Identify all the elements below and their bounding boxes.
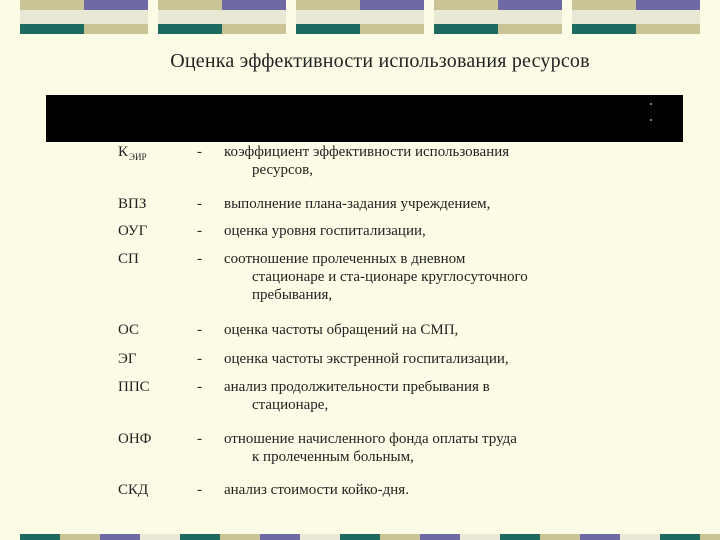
- term-text: ОУГ: [118, 223, 148, 239]
- definition-description: [224, 350, 604, 368]
- definition-term: [118, 250, 139, 268]
- band-segment: [620, 534, 660, 540]
- definition-term: [118, 222, 147, 240]
- description-line: пребывания,: [252, 287, 333, 303]
- slide-title: Оценка эффективности использования ресурсов: [170, 50, 590, 72]
- definition-term: [118, 350, 137, 368]
- band-segment: [300, 534, 340, 540]
- definition-term: [118, 430, 152, 448]
- definition-description: [224, 481, 604, 499]
- definition-dash: -: [197, 144, 202, 160]
- definition-description: [224, 321, 604, 339]
- definition-term: [118, 321, 139, 339]
- term-text: К: [118, 144, 129, 160]
- definition-term: [118, 481, 148, 499]
- band-segment: [260, 534, 300, 540]
- definition-description: [224, 430, 604, 466]
- band-segment: [100, 534, 140, 540]
- description-line: соотношение пролеченных в дневном: [224, 251, 466, 267]
- band-segment: [380, 534, 420, 540]
- definition-description: [224, 378, 604, 414]
- description-line: анализ продолжительности пребывания в: [224, 379, 490, 395]
- description-line: оценка уровня госпитализации,: [224, 223, 426, 239]
- band-segment: [220, 534, 260, 540]
- definition-description: [224, 222, 604, 240]
- definition-dash: -: [197, 251, 202, 267]
- definition-term: [118, 195, 146, 213]
- description-line: ресурсов,: [252, 162, 313, 178]
- bottom-decorative-band: [0, 534, 720, 540]
- description-line: стационаре,: [252, 397, 329, 413]
- term-text: СКД: [118, 482, 149, 498]
- band-segment: [180, 534, 220, 540]
- description-line: к пролеченным больным,: [252, 449, 414, 465]
- definition-dash: -: [197, 223, 202, 239]
- definition-dash: -: [197, 351, 202, 367]
- term-text: ППС: [118, 379, 150, 395]
- band-segment: [580, 534, 620, 540]
- description-line: коэффициент эффективности использования: [224, 144, 510, 160]
- description-line: оценка частоты экстренной госпитализации,: [224, 351, 509, 367]
- description-line: анализ стоимости койко-дня.: [224, 482, 409, 498]
- band-segment: [60, 534, 100, 540]
- definition-description: [224, 195, 604, 213]
- definition-dash: -: [197, 431, 202, 447]
- band-segment: [460, 534, 500, 540]
- band-segment: [500, 534, 540, 540]
- definition-dash: -: [197, 322, 202, 338]
- band-segment: [140, 534, 180, 540]
- term-text: ЭГ: [118, 351, 137, 367]
- band-segment: [700, 534, 720, 540]
- description-line: выполнение плана-задания учреждением,: [224, 196, 491, 212]
- term-text: СП: [118, 251, 139, 267]
- definition-dash: -: [197, 379, 202, 395]
- definition-description: [224, 250, 604, 304]
- band-segment: [340, 534, 380, 540]
- term-text: ВПЗ: [118, 196, 147, 212]
- term-text: ОНФ: [118, 431, 152, 447]
- definition-dash: -: [197, 196, 202, 212]
- term-subscript: ЭИР: [129, 152, 147, 162]
- description-line: отношение начисленного фонда оплаты труда: [224, 431, 517, 447]
- term-text: ОС: [118, 322, 140, 338]
- description-line: стационаре и ста-ционаре круглосуточного: [252, 269, 528, 285]
- definition-dash: -: [197, 482, 202, 498]
- definition-term: [118, 378, 150, 396]
- description-line: оценка частоты обращений на СМП,: [224, 322, 459, 338]
- definition-description: [224, 143, 604, 179]
- band-segment: [660, 534, 700, 540]
- definition-term: [118, 143, 146, 166]
- band-segment: [20, 534, 60, 540]
- band-segment: [420, 534, 460, 540]
- band-segment: [540, 534, 580, 540]
